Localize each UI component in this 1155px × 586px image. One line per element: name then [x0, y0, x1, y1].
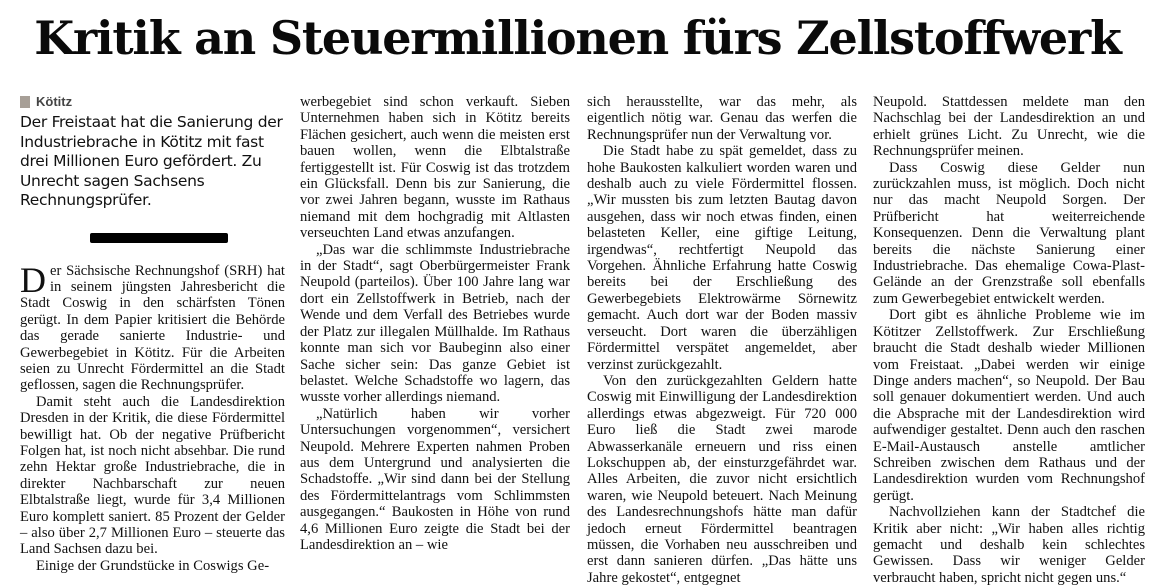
paragraph: Neupold. Stattdessen meldete man den Nachschlag bei der Landesdirektion an und erhielt grünes Licht. Zu Unrecht, wie die Rechnungsprüfer meinen.: [873, 94, 1145, 160]
article-column-3: [587, 94, 857, 586]
lead-paragraph: Der Freistaat hat die Sanierung der Industriebrache in Kötitz mit fast drei Millionen Euro gefördert. Zu Unrecht sagen Sachsens Rechnungsprüfer.: [20, 113, 283, 209]
redacted-byline: [90, 233, 228, 243]
location-tag: [20, 94, 285, 110]
paragraph: Dass Coswig diese Gelder nun zurückzahlen muss, ist möglich. Doch nicht nur das macht Neupold Sorgen. Der Prüfbericht hat weiterreichende Konsequenzen. Denn die Verwaltung plant bereits die nächste Sanierung einer Industriebrache. Das ehemalige Cowa-Plast-Gelände an der Grenzstraße soll ebenfalls zum Gewerbegebiet entwickelt werden.: [873, 159, 1145, 307]
paragraph: Einige der Grundstücke in Coswigs Ge-: [36, 557, 270, 574]
article-body-start: [20, 259, 285, 575]
paragraph: Damit steht auch die Landesdirektion Dresden in der Kritik, die diese Fördermittel bewilligt hat. Ob der negative Prüfbericht Folgen hat, ist noch nicht absehbar. Die rund zehn Hektar große Industriebrache, die in direkter Nachbarschaft zur neuen Elbtalstraße liegt, wurde für 3,4 Millionen Euro komplett saniert. 85 Prozent der Gelder – also über 2,7 Millionen Euro – steuerte das Land Sachsen dazu bei.: [20, 393, 285, 558]
drop-cap: D: [20, 259, 46, 300]
paragraph: Nachvollziehen kann der Stadtchef die Kritik aber nicht: „Wir haben alles richtig gemacht und deshalb kein schlechtes Gewissen. Dass wir weniger Gelder verbraucht haben, spricht nicht gegen uns.“: [873, 504, 1145, 586]
paragraph: Von den zurückgezahlten Geldern hatte Coswig mit Einwilligung der Landesdirektion allerdings etwas abgezweigt. Für 720 000 Euro ließ die Stadt zwei marode Abwasserkanäle erneuern und riss einen Lokschuppen ab, der einsturzgefährdet war. Alles Arbeiten, die zuvor nicht ersichtlich waren, wie Neupold beteuert. Nach Meinung des Landesrechnungshofs hätte man dafür jedoch erneut Fördermittel beantragen müssen, die Vorhaben neu ausschreiben und erst dann sanieren dürfen. „Das hätte uns Jahre gekostet“, entgegnet: [587, 372, 857, 586]
article-column-2: [300, 94, 570, 572]
article-column-1: [20, 94, 285, 572]
paragraph: Dort gibt es ähnliche Probleme wie im Kötitzer Zellstoffwerk. Zur Erschließung braucht die Stadt deshalb wieder Millionen vom Freistaat. „Dabei werden wir einige Dinge anders machen“, so Neupold. Der Bau soll genauer dokumentiert werden. Und auch die Absprache mit der Landesdirektion wird aufwendiger gestaltet. Denn auch den raschen E-Mail-Austausch anstelle amtlicher Schreiben zwischen dem Rathaus und der Landesdirektion wurden vom Rechnungshof gerügt.: [873, 307, 1145, 504]
headline: Kritik an Steuermillionen fürs Zellstoffwerk: [34, 11, 1121, 65]
paragraph-text: er Sächsische Rechnungshof (SRH) hat in seinem jüngsten Jahresbericht die Stadt Coswig in den schärfsten Tönen gerügt. In dem Papier kritisiert die Behörde das gerade sanierte Industrie- und Gewerbegebiet in Kötitz. Für die Arbeiten seien zu Unrecht Fördermittel an die Stadt geflossen, sagen die Rechnungsprüfer.: [20, 262, 285, 394]
paragraph: „Natürlich haben wir vorher Untersuchungen vorgenommen“, versichert Neupold. Mehrere Experten nahmen Proben aus dem Untergrund und analysierten die Schadstoffe. „Wir sind dann bei der Stellung des Fördermittelantrags vom Schlimmsten ausgegangen.“ Baukosten in Höhe von rund 4,6 Millionen Euro zeigte die Stadt bei der Landesdirektion an – wie: [300, 405, 570, 553]
paragraph: „Das war die schlimmste Industriebrache in der Stadt“, sagt Oberbürgermeister Frank Neupold (parteilos). Über 100 Jahre lang war dort ein Zellstoffwerk in Betrieb, nach der Wende und dem Verfall des Betriebes wurde der Platz zur illegalen Müllhalde. Im Rathaus konnte man sich vor Baubeginn also einer Sache sicher sein: Das ganze Gebiet ist belastet. Welche Schadstoffe wo lagern, das wusste vorher allerdings niemand.: [300, 241, 570, 406]
paragraph: Die Stadt habe zu spät gemeldet, dass zu hohe Baukosten kalkuliert worden waren und deshalb auch zu viele Fördermittel flossen. „Wir mussten bis zum letzten Bautag davon ausgehen, dass wir noch etwas finden, einen belasteten Keller, eine giftige Leitung, irgendwas“, rechtfertigt Neupold das Vorgehen. Ähnliche Erfahrung hatte Coswig bereits bei der Erschließung des Gewerbegebiets Elektrowärme Sörnewitz gemacht. Auch dort war der Boden massiv verseucht. Dort waren die überzähligen Fördermittel verspätet angemeldet, aber verzinst zurückgezahlt.: [587, 143, 857, 373]
paragraph: [20, 259, 285, 394]
article-column-4: [873, 94, 1145, 586]
location-marker-icon: [20, 96, 30, 108]
location-label: Kötitz: [36, 93, 73, 109]
paragraph: sich herausstellte, war das mehr, als eigentlich nötig war. Genau das werfen die Rechnungsprüfer nun der Verwaltung vor.: [587, 94, 857, 143]
paragraph: werbegebiet sind schon verkauft. Sieben Unternehmen haben sich in Kötitz bereits Flächen gesichert, auch wenn die meisten erst bauen wollen, wenn die Elbtalstraße fertiggestellt ist. Für Coswig ist das trotzdem ein Glücksfall. Denn bis zur Sanierung, die vor zwei Jahren begann, wusste im Rathaus niemand mit dem hochgradig mit Altlasten verseuchten Land etwas anzufangen.: [300, 94, 570, 242]
